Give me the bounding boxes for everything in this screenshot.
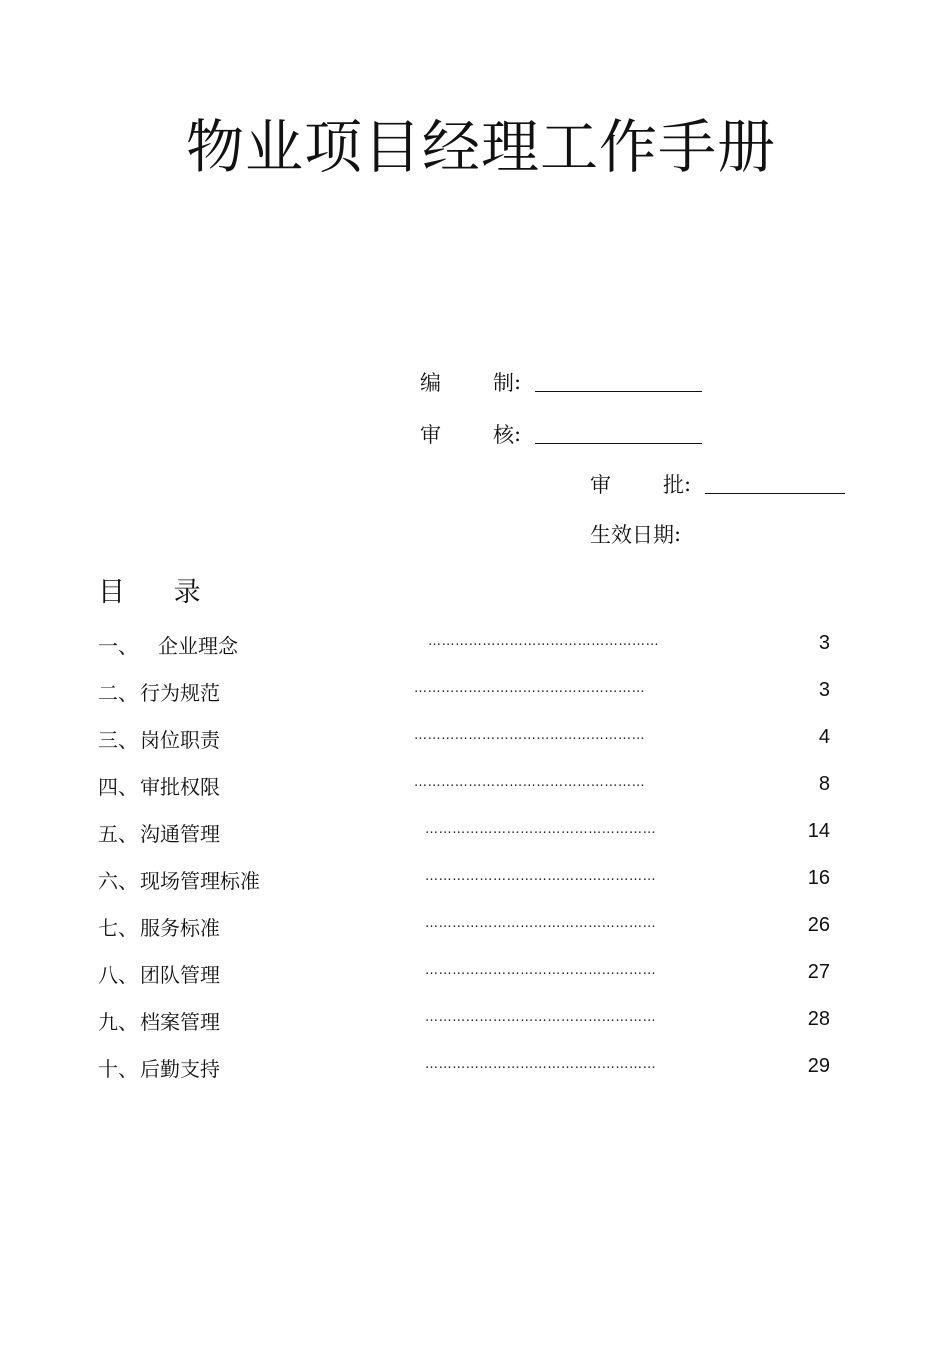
signoff-compile-label-2: 制 xyxy=(493,371,514,395)
signoff-review xyxy=(420,419,702,449)
toc-item-page: 29 xyxy=(807,1055,830,1077)
toc-item-page: 14 xyxy=(807,820,830,842)
toc-heading: 目 录 xyxy=(98,577,201,608)
signoff-approve-label-2: 批 xyxy=(663,473,684,497)
signoff-review-label-1: 审 xyxy=(420,423,441,447)
toc-item-5[interactable] xyxy=(98,818,838,848)
signoff-effective-label: 生效日期 xyxy=(590,523,674,547)
toc-item-text: 审批权限 xyxy=(140,775,220,799)
toc-item-text: 档案管理 xyxy=(140,1010,220,1034)
toc-item-text: 行为规范 xyxy=(140,681,220,705)
toc-item-page: 4 xyxy=(818,726,830,748)
document-title: 物业项目经理工作手册 xyxy=(186,113,777,181)
toc-item-number: 九、 xyxy=(98,1010,138,1034)
toc-item-page: 3 xyxy=(818,632,830,654)
signoff-approve-label-1: 审 xyxy=(590,473,611,497)
toc-item-number: 五、 xyxy=(98,822,138,846)
toc-item-text: 企业理念 xyxy=(158,634,238,658)
toc-item-6[interactable] xyxy=(98,865,838,895)
signoff-effective-date xyxy=(590,519,695,549)
toc-item-number: 三、 xyxy=(98,728,138,752)
toc-leader-dots: …………………………………………… xyxy=(425,916,657,931)
toc-item-8[interactable] xyxy=(98,959,838,989)
toc-leader-dots: …………………………………………… xyxy=(414,681,646,696)
toc-item-text: 服务标准 xyxy=(140,916,220,940)
signoff-effective-colon: : xyxy=(674,522,682,546)
toc-item-text: 现场管理标准 xyxy=(140,869,260,893)
signoff-review-label-2: 核 xyxy=(493,423,514,447)
toc-item-text: 团队管理 xyxy=(140,963,220,987)
signoff-review-colon: : xyxy=(514,422,522,446)
toc-item-page: 8 xyxy=(818,773,830,795)
toc-item-text: 沟通管理 xyxy=(140,822,220,846)
signoff-compile-colon: : xyxy=(514,370,522,394)
toc-item-3[interactable] xyxy=(98,724,838,754)
toc-item-9[interactable] xyxy=(98,1006,838,1036)
signoff-compile xyxy=(420,367,702,397)
toc-item-number: 一、 xyxy=(98,634,138,658)
signoff-compile-label-1: 编 xyxy=(420,371,441,395)
toc-item-page: 28 xyxy=(807,1008,830,1030)
toc-leader-dots: …………………………………………… xyxy=(414,728,646,743)
toc-item-1[interactable] xyxy=(98,630,838,660)
toc-item-number: 六、 xyxy=(98,869,138,893)
toc-item-page: 26 xyxy=(807,914,830,936)
signoff-approve xyxy=(590,469,845,499)
toc-item-number: 四、 xyxy=(98,775,138,799)
signoff-compile-line[interactable] xyxy=(535,390,702,392)
toc-item-number: 八、 xyxy=(98,963,138,987)
toc-leader-dots: …………………………………………… xyxy=(428,634,660,649)
toc-leader-dots: …………………………………………… xyxy=(425,869,657,884)
toc-item-number: 十、 xyxy=(98,1057,138,1081)
toc-item-text: 岗位职责 xyxy=(140,728,220,752)
toc-item-page: 16 xyxy=(807,867,830,889)
toc-item-number: 二、 xyxy=(98,681,138,705)
toc-item-text: 后勤支持 xyxy=(140,1057,220,1081)
toc-item-number: 七、 xyxy=(98,916,138,940)
toc-item-10[interactable] xyxy=(98,1053,838,1083)
toc-item-page: 3 xyxy=(818,679,830,701)
signoff-approve-colon: : xyxy=(684,472,692,496)
toc-item-4[interactable] xyxy=(98,771,838,801)
signoff-review-line[interactable] xyxy=(535,442,702,444)
toc-leader-dots: …………………………………………… xyxy=(425,1010,657,1025)
toc-leader-dots: …………………………………………… xyxy=(425,963,657,978)
signoff-approve-line[interactable] xyxy=(705,492,845,494)
toc-leader-dots: …………………………………………… xyxy=(425,822,657,837)
toc-item-7[interactable] xyxy=(98,912,838,942)
toc-leader-dots: …………………………………………… xyxy=(414,775,646,790)
toc-leader-dots: …………………………………………… xyxy=(425,1057,657,1072)
toc-item-2[interactable] xyxy=(98,677,838,707)
toc-item-page: 27 xyxy=(807,961,830,983)
